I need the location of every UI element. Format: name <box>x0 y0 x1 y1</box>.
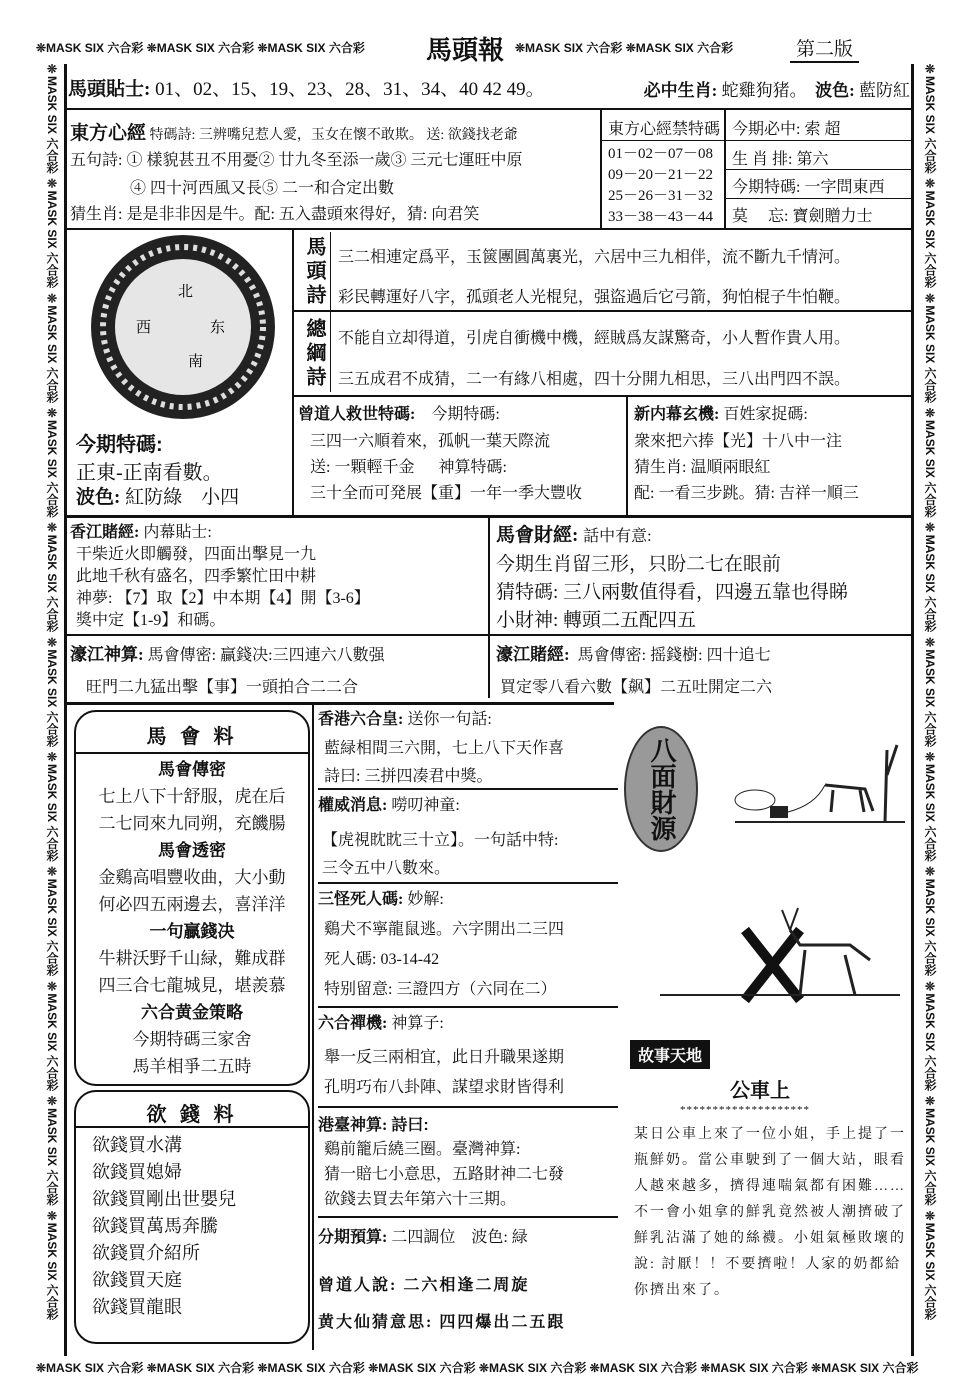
ban-table <box>600 110 912 228</box>
zodiac-row <box>644 74 910 101</box>
top-border-strip-middle <box>515 40 785 56</box>
mid-line: 鷄前籠后繞三圈。臺灣神算: <box>324 1141 521 1158</box>
horse-box-item: 牛耕沃野千山緑，難成群 <box>98 949 286 968</box>
inner-line: 衆來把六捧【光】十八中一注 <box>634 433 843 450</box>
five-line-2: ④ 四十河西風又長⑤ 二一和合定出數 <box>130 180 395 197</box>
money-box-title: 欲 錢 料 <box>146 1104 238 1126</box>
five-text-1: ① 樣貌甚丑不用憂② 廿九冬至添一歲③ 三元七運旺中原 <box>126 152 523 169</box>
money-box-item: 欲錢買萬馬奔騰 <box>92 1216 218 1236</box>
mid-sub: 送你一句話: <box>407 711 492 728</box>
mid-sub: 二四調位 波色: 緑 <box>391 1229 528 1246</box>
zeng-sub2: 神算特碼: <box>438 459 507 476</box>
info-value: 寶劍贈力士 <box>792 208 873 225</box>
ban-numbers <box>608 144 713 228</box>
zeng-line: 三十全而可発展【重】一年一季大豐收 <box>310 485 583 502</box>
hk-line: 獎中定【1-9】和碼。 <box>76 612 226 629</box>
inner-title: 新内幕玄機: <box>634 406 720 423</box>
mid-sub: 神算子: <box>391 1015 444 1032</box>
hao1-title: 濠江神算: <box>70 645 144 664</box>
left-border-strip <box>38 62 60 1357</box>
mid-line: 鷄犬不寧龍鼠逃。六字開出二三四 <box>324 921 565 938</box>
special-label: 今期特碼: <box>76 434 163 456</box>
info-value: 索 超 <box>804 121 841 138</box>
tips-row <box>68 74 545 101</box>
info-label: 今期特碼: <box>732 179 801 196</box>
ban-row: 09－20－21－22 <box>608 167 714 183</box>
general-poem-title: 總綱詩 <box>303 318 325 390</box>
horse-box-title: 馬 會 料 <box>146 726 238 748</box>
tips-bar <box>68 74 910 101</box>
general-poem-line: 不能自立却得道，引虎自衝機中機，經賊爲友謀驚奇，小人暫作貴人用。 <box>338 330 851 347</box>
mid-title: 港臺神算: <box>318 1117 388 1134</box>
money-box-item: 欲錢買媳婦 <box>92 1162 182 1182</box>
info-value: 一字問東西 <box>804 179 885 196</box>
ban-row: 01－02－07－08 <box>608 146 714 162</box>
hk-line: 干柴近火即觸發，四面出擊見一九 <box>76 546 317 563</box>
mid-title: 分期預算: <box>318 1229 388 1246</box>
horse-box-item: 二七同來九同朔，充饑腸 <box>98 814 286 833</box>
mid-line: 詩曰: 三拼四凑君中獎。 <box>324 768 493 785</box>
compass-west: 西 <box>136 320 152 336</box>
east-poem-row <box>70 118 518 145</box>
horse-box-item: 六合黄金策略 <box>141 1003 243 1022</box>
info-label: 生 肖 排: <box>732 151 793 168</box>
ban-row: 25－26－31－32 <box>608 188 714 204</box>
horse-box-item: 何必四五兩邊去，喜洋洋 <box>98 895 286 914</box>
special-value: 正東-正南看數。 <box>76 462 223 484</box>
hk-title: 香江賭經: <box>70 524 140 541</box>
mid-line: 猜一賠七小意思，五路財神二七發 <box>324 1166 565 1183</box>
mid-sub: 嘮叨神童: <box>391 797 460 814</box>
hao2-sub: 馬會傳密: 摇錢樹: 四十追七 <box>577 647 771 664</box>
zeng-says: 曾道人說: 二六相逢二周旋 <box>318 1277 530 1294</box>
mid-line: 死人碼: 03-14-42 <box>324 951 440 968</box>
compass-dial <box>88 232 278 422</box>
middle-column <box>318 706 618 1332</box>
money-box <box>74 1090 310 1344</box>
masthead: 馬頭報 <box>426 36 505 65</box>
hao1-line: 旺門二九猛出擊【事】一頭拍合二二合 <box>86 679 359 696</box>
guess-line: 猜生肖: 是是非非因是牛。配: 五入盡頭來得好，猜: 向君笑 <box>70 206 480 223</box>
horse-box-item: 七上八下十舒服，虎在后 <box>98 787 286 806</box>
horse-box-item: 一句贏錢决 <box>149 922 235 941</box>
money-line: 今期生肖留三形，只盼二七在眼前 <box>496 554 782 575</box>
zodiac-label: 必中生肖: <box>643 81 718 100</box>
hk-section <box>70 522 370 632</box>
border-pattern-top-middle: ❊MASK SIX 六合彩 ❊MASK SIX 六合彩 <box>515 41 734 55</box>
mid-line: 【虎視眈眈三十立】。一句話中特: <box>322 832 559 849</box>
mid-line: 孔明巧布八卦陣、謀望求財皆得利 <box>324 1079 565 1096</box>
mid-line: 舉一反三兩相宜，此日升職果遂期 <box>324 1049 565 1066</box>
horse-box-item: 馬會傳密 <box>158 760 226 779</box>
mid-line: 特别留意: 三證四方（六同在二） <box>324 981 557 998</box>
money-section <box>496 522 848 635</box>
money-box-item: 欲錢買介紹所 <box>92 1243 200 1263</box>
mid-line: 藍緑相間三六開，七上八下天作喜 <box>324 740 565 757</box>
edition-label: 第二版 <box>790 34 859 63</box>
compass-south: 南 <box>188 354 204 370</box>
east-title: 東方心經 <box>70 123 147 144</box>
banner-text: 八面財源 <box>647 737 676 841</box>
mid-title: 香港六合皇: <box>318 711 404 728</box>
inner-line: 配: 一看三步跳。猜: 吉祥一順三 <box>634 485 859 502</box>
horse-box-item: 馬會透密 <box>158 841 226 860</box>
compass-north: 北 <box>178 284 194 300</box>
compass-color: 紅防綠 小四 <box>125 487 240 508</box>
mid-sub: 妙解: <box>407 891 444 908</box>
horse-box-item: 金鷄高唱豐收曲，大小動 <box>98 868 286 887</box>
hao2-line: 買定零八看六數【飙】二五吐開定二六 <box>500 679 773 696</box>
border-pattern-right: ❊MASK SIX 六合彩 ❊MASK SIX 六合彩 ❊MASK SIX 六合彩 ❊MASK SIX 六合彩 ❊MASK SIX 六合彩 ❊MASK SIX 六合彩 ❊MASK SIX 六合彩 ❊MASK SIX 六合彩 ❊MASK SIX 六合彩 ❊MASK SIX 六合彩 ❊MASK SIX 六合彩 <box>923 62 937 1321</box>
border-pattern-bottom: ❊MASK SIX 六合彩 ❊MASK SIX 六合彩 ❊MASK SIX 六合彩 ❊MASK SIX 六合彩 ❊MASK SIX 六合彩 ❊MASK SIX 六合彩 ❊MASK SIX 六合彩 ❊MASK SIX 六合彩 <box>36 1361 919 1375</box>
zeng-title: 曾道人救世特碼: <box>298 406 416 423</box>
horse-poem-title: 馬頭詩 <box>303 236 325 308</box>
hk-line: 此地千秋有盛名，四季繁忙田中耕 <box>76 568 317 585</box>
money-line: 小財神: 轉頭二五配四五 <box>496 610 697 631</box>
deer-illustration <box>640 900 910 1005</box>
general-poem-line: 三五成君不成猜，二一有緣八相處，四十分開九相思，三八出門四不誤。 <box>338 371 851 388</box>
mid-line: 欲錢去買去年第六十三期。 <box>324 1191 517 1208</box>
horse-box <box>74 710 310 1086</box>
color-value: 藍防紅 <box>859 81 910 100</box>
money-box-item: 欲錢買龍眼 <box>92 1297 182 1317</box>
five-label: 五句詩: <box>70 152 123 169</box>
color-label: 波色: <box>815 81 855 100</box>
hk-line: 神夢: 【7】取【2】中本期【4】開【3-6】 <box>76 590 370 607</box>
story-title: 公車上 <box>730 1080 790 1102</box>
top-border-strip <box>36 40 416 56</box>
tips-label: 馬頭貼士: <box>68 79 151 100</box>
horse-box-item: 四三合七龍城見，堪羨慕 <box>98 976 286 995</box>
hk-sub: 内幕貼士: <box>143 524 212 541</box>
huang-says: 黄大仙猜意思: 四四爆出二五跟 <box>318 1314 566 1331</box>
mid-title: 權威消息: <box>318 797 388 814</box>
zeng-sub: 今期特碼: <box>431 406 500 423</box>
story-text: 某日公車上來了一位小姐，手上提了一瓶鮮奶。當公車駛到了一個大站，眼看人越來越多，擠得連喘氣都有困難…… 不一會小姐拿的鮮乳竟然被人潮擠破了鮮乳沾滿了她的絲襪。小姐氣極敗壞的說: 討厭！！不要擠啦！人家的奶都給你擠出來了。 <box>634 1127 922 1298</box>
bottom-border-strip <box>36 1360 936 1376</box>
horse-poem-line: 三二相連定爲平，玉篋團圓萬裏光，六居中三九相伴，流不斷九千情河。 <box>338 249 851 266</box>
border-pattern-left: ❊MASK SIX 六合彩 ❊MASK SIX 六合彩 ❊MASK SIX 六合彩 ❊MASK SIX 六合彩 ❊MASK SIX 六合彩 ❊MASK SIX 六合彩 ❊MASK SIX 六合彩 ❊MASK SIX 六合彩 ❊MASK SIX 六合彩 ❊MASK SIX 六合彩 ❊MASK SIX 六合彩 <box>45 62 59 1321</box>
story-divider: ******************** <box>680 1104 810 1116</box>
horse-poem-line: 彩民轉運好八字，孤頭老人光棍兒，强盜過后它弓箭，狗怕棍子牛怕鞭。 <box>338 289 851 306</box>
zeng-line: 三四一六順着來，孤帆一葉天際流 <box>310 433 551 450</box>
tips-numbers: 01、02、15、19、23、28、31、34、40 42 49。 <box>155 79 545 100</box>
info-value: 第六 <box>796 151 829 168</box>
hao1-sub: 馬會傳密: 贏錢决:三四連六八數强 <box>147 647 385 664</box>
info-label: 今期必中: <box>732 121 801 138</box>
compass-color-label: 波色: <box>76 487 121 508</box>
inner-line: 猜生肖: 温順兩眼紅 <box>634 459 771 476</box>
money-box-item: 欲錢買剛出世嬰兒 <box>92 1189 236 1209</box>
money-box-item: 欲錢買天庭 <box>92 1270 182 1290</box>
banner-oval <box>624 726 698 852</box>
mid-title: 六合禪機: <box>318 1015 388 1032</box>
ban-row: 33－38－43－44 <box>608 209 714 225</box>
inner-sub: 百姓家捉碼: <box>723 406 808 423</box>
horse-box-list <box>76 756 308 1080</box>
hao2-title: 濠江賭經: <box>496 645 570 664</box>
money-title: 馬會財經: <box>496 525 579 546</box>
ban-title: 東方心經禁特碼 <box>608 121 721 138</box>
compass-east: 东 <box>210 320 226 336</box>
horse-box-item: 馬羊相爭二五時 <box>132 1057 252 1076</box>
five-line-1 <box>70 147 522 170</box>
horse-tree-illustration <box>715 730 905 830</box>
money-sub: 話中有意: <box>583 528 652 545</box>
right-border-strip <box>916 62 938 1357</box>
east-poem: 特碼詩: 三辨嘴兒惹人愛，玉女在懷不敢欺。 送: 欲錢找老爺 <box>149 128 518 143</box>
horse-box-item: 今期特碼三家舍 <box>132 1030 252 1049</box>
zodiac-value: 蛇雞狗猪。 <box>721 81 807 100</box>
money-box-item: 欲錢買水溝 <box>92 1135 182 1155</box>
border-pattern-top: ❊MASK SIX 六合彩 ❊MASK SIX 六合彩 ❊MASK SIX 六合彩 <box>36 41 365 55</box>
money-box-list <box>92 1132 236 1321</box>
money-line: 猜特碼: 三八兩數值得看，四邊五靠也得睇 <box>496 582 849 603</box>
mid-title: 三怪死人碼: <box>318 891 404 908</box>
story-tag: 故事天地 <box>630 1040 710 1069</box>
mid-sub: 詩曰: <box>391 1117 429 1134</box>
info-label: 莫 忘: <box>732 208 789 225</box>
mid-line: 三令五中八數來。 <box>322 860 451 877</box>
zeng-line: 送: 一顆輕千金 <box>310 459 415 476</box>
